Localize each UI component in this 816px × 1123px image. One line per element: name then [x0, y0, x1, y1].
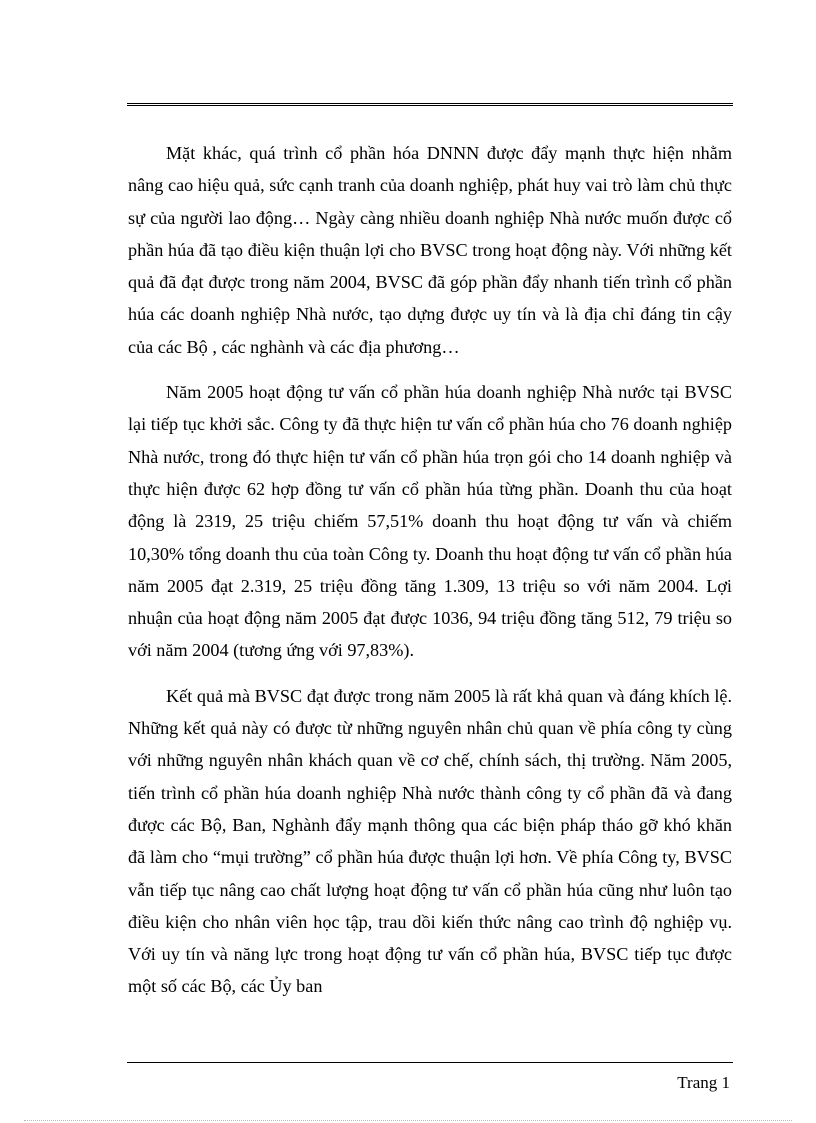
page-number: Trang 1 — [677, 1073, 730, 1092]
paragraph-2: Năm 2005 hoạt động tư vấn cổ phần húa doanh nghiệp Nhà nước tại BVSC lại tiếp tục khởi sắc. Công ty đã thực hiện tư vấn cổ phần húa cho 76 doanh nghiệp Nhà nước, trong đó thực hiện tư vấn cổ phần húa trọn gói cho 14 doanh nghiệp và thực hiện được 62 hợp đồng tư vấn cổ phần húa từng phần. Doanh thu của hoạt động là 2319, 25 triệu chiếm 57,51% doanh thu hoạt động tư vấn và chiếm 10,30% tổng doanh thu của toàn Công ty. Doanh thu hoạt động tư vấn cổ phần húa năm 2005 đạt 2.319, 25 triệu đồng tăng 1.309, 13 triệu so với năm 2004. Lợi nhuận của hoạt động năm 2005 đạt được 1036, 94 triệu đồng tăng 512, 79 triệu so với năm 2004 (tương ứng với 97,83%). — [128, 382, 732, 661]
header-double-rule — [127, 103, 733, 106]
paragraph-3: Kết quả mà BVSC đạt được trong năm 2005 là rất khả quan và đáng khích lệ. Những kết quả này có được từ những nguyên nhân chủ quan về phía công ty cùng với những nguyên nhân khách quan về cơ chế, chính sách, thị trường. Năm 2005, tiến trình cổ phần húa doanh nghiệp Nhà nước thành công ty cổ phần đã và đang được các Bộ, Ban, Nghành đẩy mạnh thông qua các biện pháp tháo gỡ khó khăn đã làm cho “mụi trường” cổ phần húa được thuận lợi hơn. Về phía Công ty, BVSC vẫn tiếp tục nâng cao chất lượng hoạt động tư vấn cổ phần húa cũng như luôn tạo điều kiện cho nhân viên học tập, trau dồi kiến thức nâng cao trình độ nghiệp vụ. Với uy tín và năng lực trong hoạt động tư vấn cổ phần húa, BVSC tiếp tục được một số các Bộ, các Ủy ban — [128, 685, 732, 997]
paragraph-1: Mặt khác, quá trình cổ phần hóa DNNN được đẩy mạnh thực hiện nhằm nâng cao hiệu quả, sức cạnh tranh của doanh nghiệp, phát huy vai trò làm chủ thực sự của người lao động… Ngày càng nhiều doanh nghiệp Nhà nước muốn được cổ phần húa đã tạo điều kiện thuận lợi cho BVSC trong hoạt động này. Với những kết quả đã đạt được trong năm 2004, BVSC đã góp phần đẩy nhanh tiến trình cổ phần húa các doanh nghiệp Nhà nước, tạo dựng được uy tín và là địa chỉ đáng tin cậy của các Bộ , các nghành và các địa phương… — [128, 143, 732, 357]
footer-rule — [127, 1062, 733, 1063]
document-body — [128, 137, 732, 1016]
page-bottom-dotted-line — [24, 1120, 792, 1121]
